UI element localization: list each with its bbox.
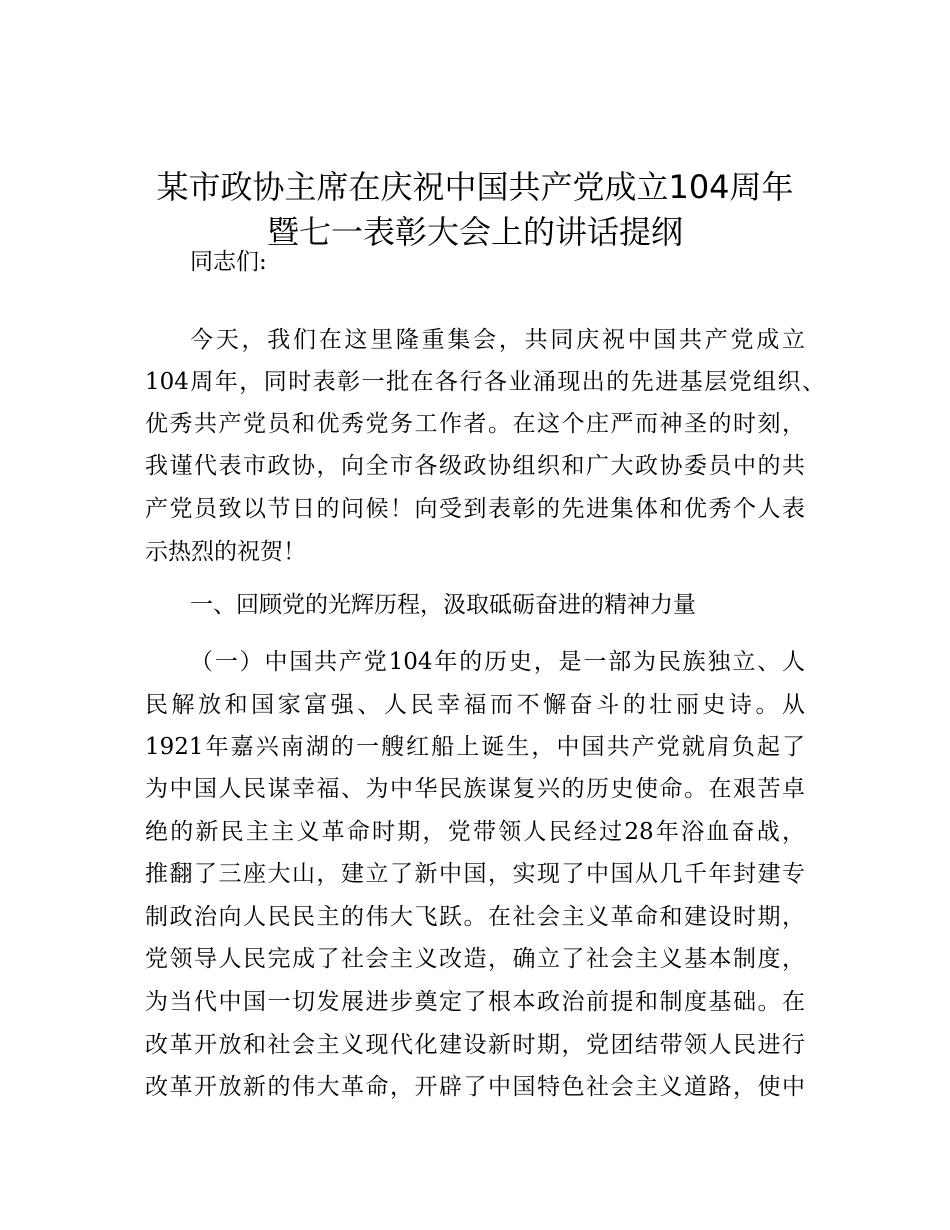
opening-paragraph-line: 示热烈的祝贺！ — [145, 539, 306, 565]
document-title-line-1: 某市政协主席在庆祝中国共产党成立104周年 — [156, 168, 794, 206]
subsection-1-paragraph-line: （一）中国共产党104年的历史，是一部为民族独立、人 — [190, 649, 805, 675]
opening-paragraph-line: 我谨代表市政协，向全市各级政协组织和广大政协委员中的共 — [145, 453, 805, 479]
document-title-line-2: 暨七一表彰大会上的讲话提纲 — [266, 213, 683, 251]
opening-paragraph-line: 今天，我们在这里隆重集会，共同庆祝中国共产党成立 — [190, 327, 805, 353]
section-heading-1-line: 一、回顾党的光辉历程，汲取砥砺奋进的精神力量 — [190, 592, 696, 618]
subsection-1-paragraph-line: 改革开放和社会主义现代化建设新时期，党团结带领人民进行 — [145, 1032, 805, 1058]
subsection-1-paragraph-line: 绝的新民主主义革命时期，党带领人民经过28年浴血奋战， — [145, 819, 805, 845]
opening-paragraph-line: 优秀共产党员和优秀党务工作者。在这个庄严而神圣的时刻， — [145, 411, 805, 437]
subsection-1-paragraph-line: 1921年嘉兴南湖的一艘红船上诞生，中国共产党就肩负起了 — [145, 734, 805, 760]
subsection-1-paragraph-line: 推翻了三座大山，建立了新中国，实现了中国从几千年封建专 — [145, 861, 805, 887]
opening-paragraph-line: 产党员致以节日的问候！向受到表彰的先进集体和优秀个人表 — [145, 496, 805, 522]
subsection-1-paragraph-line: 为当代中国一切发展进步奠定了根本政治前提和制度基础。在 — [145, 989, 805, 1015]
opening-paragraph-line: 104周年，同时表彰一批在各行各业涌现出的先进基层党组织、 — [145, 369, 825, 395]
subsection-1-paragraph-line: 为中国人民谋幸福、为中华民族谋复兴的历史使命。在艰苦卓 — [145, 776, 805, 802]
subsection-1-paragraph-line: 民解放和国家富强、人民幸福而不懈奋斗的壮丽史诗。从 — [145, 692, 805, 718]
subsection-1-paragraph-line: 制政治向人民民主的伟大飞跃。在社会主义革命和建设时期， — [145, 904, 805, 930]
subsection-1-paragraph-line: 党领导人民完成了社会主义改造，确立了社会主义基本制度， — [145, 946, 805, 972]
subsection-1-paragraph-line: 改革开放新的伟大革命，开辟了中国特色社会主义道路，使中 — [145, 1074, 805, 1100]
salutation-line: 同志们: — [190, 249, 267, 275]
